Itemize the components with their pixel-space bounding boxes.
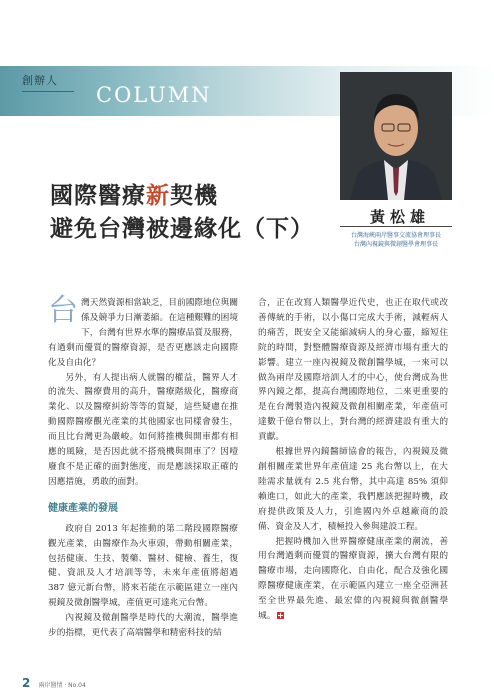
article-paragraph	[48, 293, 238, 371]
title-line-1	[50, 180, 314, 213]
author-name: 黃松雄	[369, 208, 430, 226]
article-paragraph: 政府自 2013 年起推動的第二階段國際醫療觀光產業，由醫療作為火車頭，帶動相關產業，包括健康、生技、製藥、醫材、健檢、養生，復健、資訊及人才培訓等等，未來年產值將超過 387 億元新台幣，將來若能在示範區建立一座內視鏡及微創醫學城，產值更可達兆元台幣。	[48, 523, 238, 609]
article-paragraph: 另外，有人提出病人就醫的權益，醫界人才的流失、醫療費用的高升，醫療階級化，醫療商業化、以及醫療糾紛等等的質疑，這些疑慮在推動國際醫療觀光產業的其他國家也同樣會發生，而且比台灣更為嚴峻。如何將推機與開車都有相應的風險，是否因此就不搭飛機與開車了？因噎廢食不是正確的面對態度，而是應該採取正確的因應措施，勇敢的面對。	[48, 372, 238, 487]
article-title	[50, 180, 314, 246]
article-paragraph: 根據世界內鏡醫師協會的報告，內視鏡及微創相關產業世界年產值達 25 兆台幣以上，在大陸需求量就有 2.5 兆台幣，其中高達 85% 須仰賴進口，如此大的產業，我們應該把握時機，政府提供政策及人力，引進國內外卓越廠商的設備、資金及人才，積極投入參與建設工程。	[258, 447, 448, 532]
page-footer	[22, 672, 86, 691]
paragraph-text: 灣天然資源相當缺乏，目前國際地位與關係及競爭力日漸萎縮。在這種艱難的困境下，台灣有世界水準的醫療品質及服務，有過剩而優質的醫療資源，是否更應該走向國際化及自由化？	[48, 298, 238, 368]
author-portrait	[340, 72, 452, 200]
title-highlight: 新	[146, 183, 170, 209]
end-mark-icon	[277, 612, 284, 619]
section-heading: 健康產業的發展	[48, 502, 118, 514]
magazine-name: 兩岸醫情 · No.04	[38, 682, 86, 689]
article-column-left	[48, 293, 238, 641]
title-line-1-start: 國際醫療	[50, 183, 146, 209]
paragraph-text: 把握時機加入世界醫療健康產業的潮流，善用台灣過剩而優質的醫療資源，擴大台灣有限的醫療市場，走向國際化、自由化，配合及強化國際醫療健康產業，在示範區內建立一座全亞洲甚至全世界最先進、最宏偉的內視鏡與微創醫學城。	[258, 536, 448, 622]
author-role-2: 台灣內視鏡與微創醫學會理事長	[353, 241, 438, 248]
page-number: 2	[22, 676, 31, 690]
article-paragraph: 合，正在改寫人類醫學近代史，也正在取代或改善傳統的手術，以小傷口完成大手術，減輕病人的痛苦，既安全又能縮減病人的身心靈，縮短住院的時間，對整體醫療資源及經濟市場有重大的影響。建立一座內視鏡及微創醫學城，一來可以做為兩岸及國際培訓人才的中心，使台灣成為世界內鏡之都，提高台灣國際地位，二來更重要的是在台灣製造內視鏡及微創相關產業，年產值可達數千億台幣以上，對台灣的經濟建設有重大的貢獻。	[258, 298, 448, 443]
article-paragraph	[258, 535, 448, 624]
article-paragraph: 內視鏡及微創醫學是時代的大潮流，醫學進步的指標，更代表了高端醫學和精密科技的結	[48, 613, 238, 639]
author-role-1: 台灣海峽兩岸醫事交流協會理事長	[350, 232, 441, 239]
author-divider	[340, 226, 452, 227]
portrait-photo	[340, 72, 452, 200]
title-line-2: 避免台灣被邊緣化（下）	[50, 216, 314, 242]
article-column-right	[258, 296, 448, 624]
column-word: COLUMN	[96, 83, 212, 107]
tab-rule	[22, 91, 74, 92]
title-line-1-end: 契機	[170, 183, 218, 209]
drop-cap: 台	[48, 293, 78, 328]
column-tab-label: 創辦人	[22, 74, 58, 87]
